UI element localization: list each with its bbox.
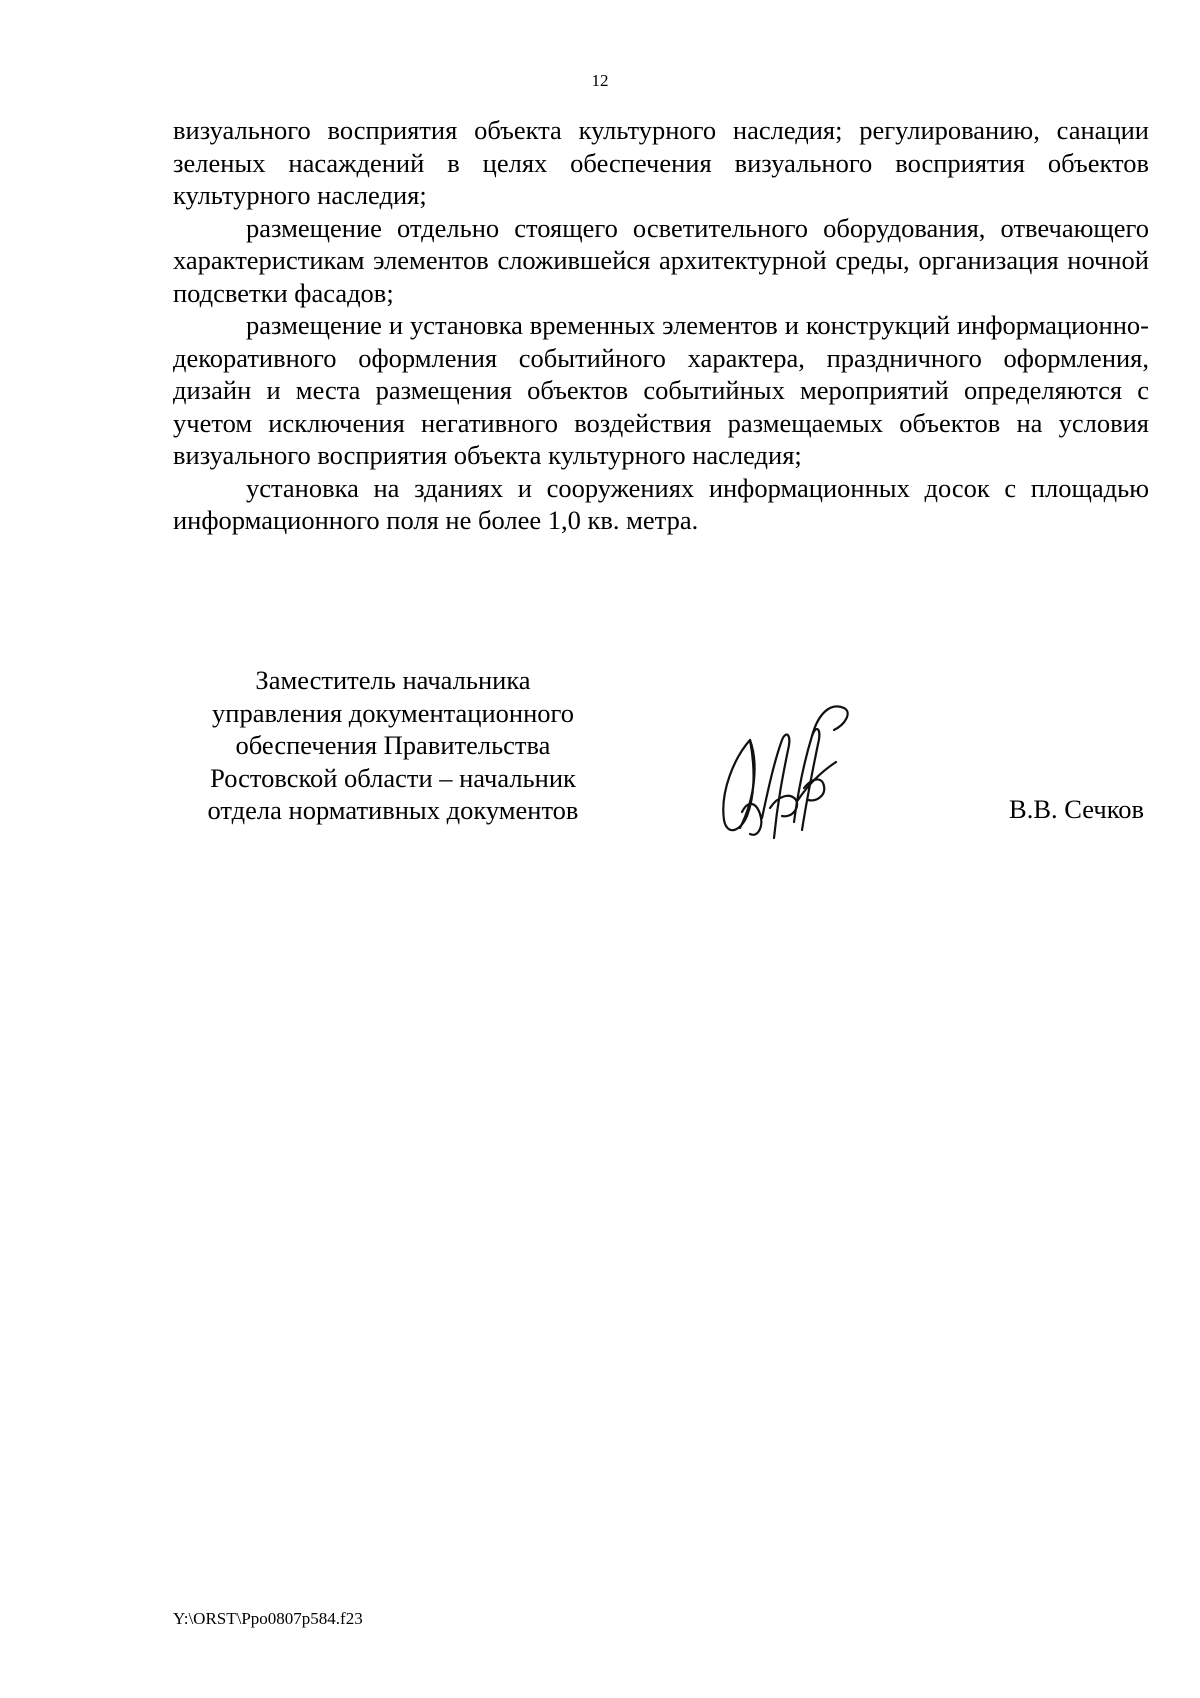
handwritten-signature	[712, 700, 862, 850]
file-path-footer: Y:\ORST\Ppo0807p584.f23	[173, 1609, 363, 1628]
signer-name: В.В. Сечков	[1009, 794, 1144, 824]
position-line: Заместитель начальника	[255, 665, 531, 695]
position-line: отдела нормативных документов	[207, 795, 579, 825]
position-line: обеспечения Правительства	[235, 730, 551, 760]
paragraph-2: размещение отдельно стоящего осветительного оборудования, отвечающего характеристикам элементов сложившейся архитектурной среды, организация ночной подсветки фасадов;	[173, 212, 1149, 308]
paragraph-3: размещение и установка временных элементов и конструкций информационно-декоративного оформления событийного характера, праздничного оформления, дизайн и места размещения объектов событийных мероприятий определяются с учетом исключения негативного воздействия размещаемых объектов на условия визуального восприятия объекта культурного наследия;	[173, 310, 1149, 470]
paragraph-4: установка на зданиях и сооружениях информационных досок с площадью информационного поля не более 1,0 кв. метра.	[173, 472, 1149, 535]
page-number: 12	[591, 71, 609, 90]
position-line: управления документационного	[212, 697, 574, 728]
paragraph-1: визуального восприятия объекта культурного наследия; регулированию, санации зеленых насаждений в целях обеспечения визуального восприятия объектов культурного наследия;	[173, 115, 1149, 210]
signatory-position	[172, 664, 614, 827]
position-line: Ростовской области – начальник	[210, 762, 576, 793]
body-text	[173, 114, 1149, 537]
